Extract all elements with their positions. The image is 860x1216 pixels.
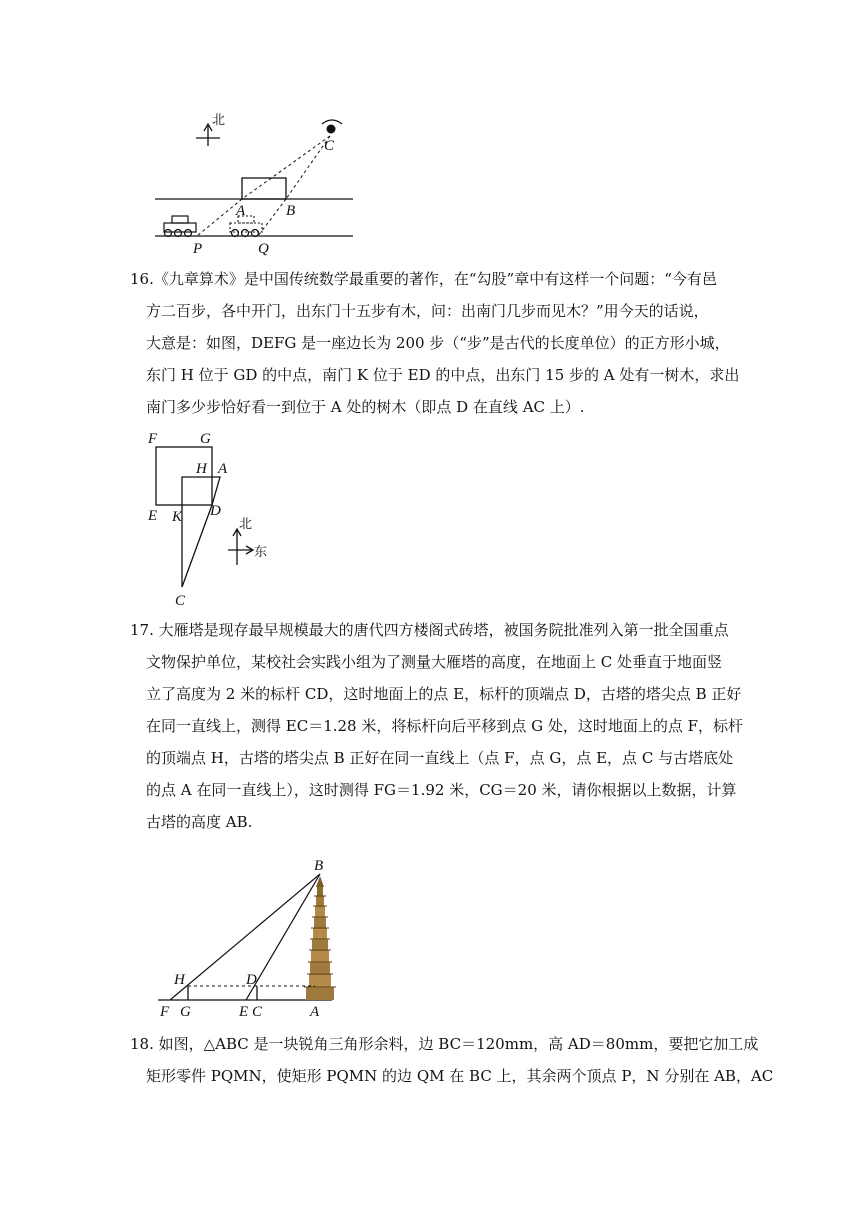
label-F: F: [160, 1004, 170, 1020]
figure-15: [150, 108, 360, 260]
problem-16-line-2: 方二百步，各中开门，出东门十五步有木，问：出南门几步而见木？”用今天的话说，: [146, 302, 709, 320]
figure-17: [150, 852, 350, 1020]
label-H: H: [196, 461, 207, 477]
problem-18-line-1: 18. 如图，△ABC 是一块锐角三角形余料，边 BC＝120mm，高 AD＝80mm，要把它加工成: [130, 1035, 759, 1053]
label-D: D: [246, 972, 257, 988]
label-C: C: [175, 593, 186, 609]
label-A: A: [310, 1004, 320, 1020]
problem-17-line-7: 古塔的高度 AB.: [146, 813, 253, 831]
label-P: P: [193, 241, 203, 257]
label-C: C: [324, 138, 335, 154]
label-A: A: [218, 461, 228, 477]
problem-16-line-4: 东门 H 位于 GD 的中点，南门 K 位于 ED 的中点，出东门 15 步的 A 处有一树木，求出: [146, 366, 740, 384]
east-label: 东: [254, 545, 268, 560]
problem-17: [130, 614, 744, 838]
label-H: H: [174, 972, 185, 988]
problem-18: [130, 1028, 774, 1092]
problem-16-line-3: 大意是：如图，DEFG 是一座边长为 200 步（“步”是古代的长度单位）的正方形小城，: [146, 334, 730, 352]
problem-16-line-5: 南门多少步恰好看一到位于 A 处的树木（即点 D 在直线 AC 上）.: [146, 398, 585, 416]
building: [242, 178, 286, 199]
label-A: A: [236, 203, 246, 219]
eye-icon: [322, 120, 342, 134]
problem-17-line-5: 的顶端点 H，古塔的塔尖点 B 正好在同一直线上（点 F，点 G，点 E，点 C 与古塔底处: [146, 749, 734, 767]
label-C: C: [252, 1004, 263, 1020]
problem-17-line-4: 在同一直线上，测得 EC＝1.28 米，将标杆向后平移到点 G 处，这时地面上的点 F，标杆: [146, 717, 744, 735]
label-E: E: [148, 508, 158, 524]
problem-16: [130, 263, 740, 423]
label-B: B: [286, 203, 296, 219]
figure-16: [140, 425, 300, 610]
label-K: K: [172, 509, 183, 525]
problem-17-line-3: 立了高度为 2 米的标杆 CD，这时地面上的点 E，标杆的顶端点 D，古塔的塔尖点 B 正好: [146, 685, 742, 703]
label-F: F: [148, 431, 158, 447]
problem-16-line-1: 16.《九章算术》是中国传统数学最重要的著作，在“勾股”章中有这样一个问题：“今有邑: [130, 270, 717, 288]
north-label: 北: [212, 113, 226, 128]
north-label: 北: [239, 517, 253, 532]
label-E: E: [239, 1004, 249, 1020]
label-D: D: [210, 503, 221, 519]
label-G: G: [180, 1004, 191, 1020]
pagoda-icon: [304, 876, 336, 1000]
label-B: B: [314, 858, 324, 874]
car-icon: [164, 216, 196, 237]
label-G: G: [200, 431, 211, 447]
label-Q: Q: [258, 241, 269, 257]
problem-18-line-2: 矩形零件 PQMN，使矩形 PQMN 的边 QM 在 BC 上，其余两个顶点 P，N 分别在 AB，AC: [146, 1067, 774, 1085]
problem-17-line-6: 的点 A 在同一直线上），这时测得 FG＝1.92 米，CG＝20 米，请你根据以上数据，计算: [146, 781, 737, 799]
problem-17-line-1: 17. 大雁塔是现存最早规模最大的唐代四方楼阁式砖塔，被国务院批准列入第一批全国重点: [130, 621, 729, 639]
compass-icon: [228, 529, 253, 565]
problem-17-line-2: 文物保护单位，某校社会实践小组为了测量大雁塔的高度，在地面上 C 处垂直于地面竖: [146, 653, 723, 671]
